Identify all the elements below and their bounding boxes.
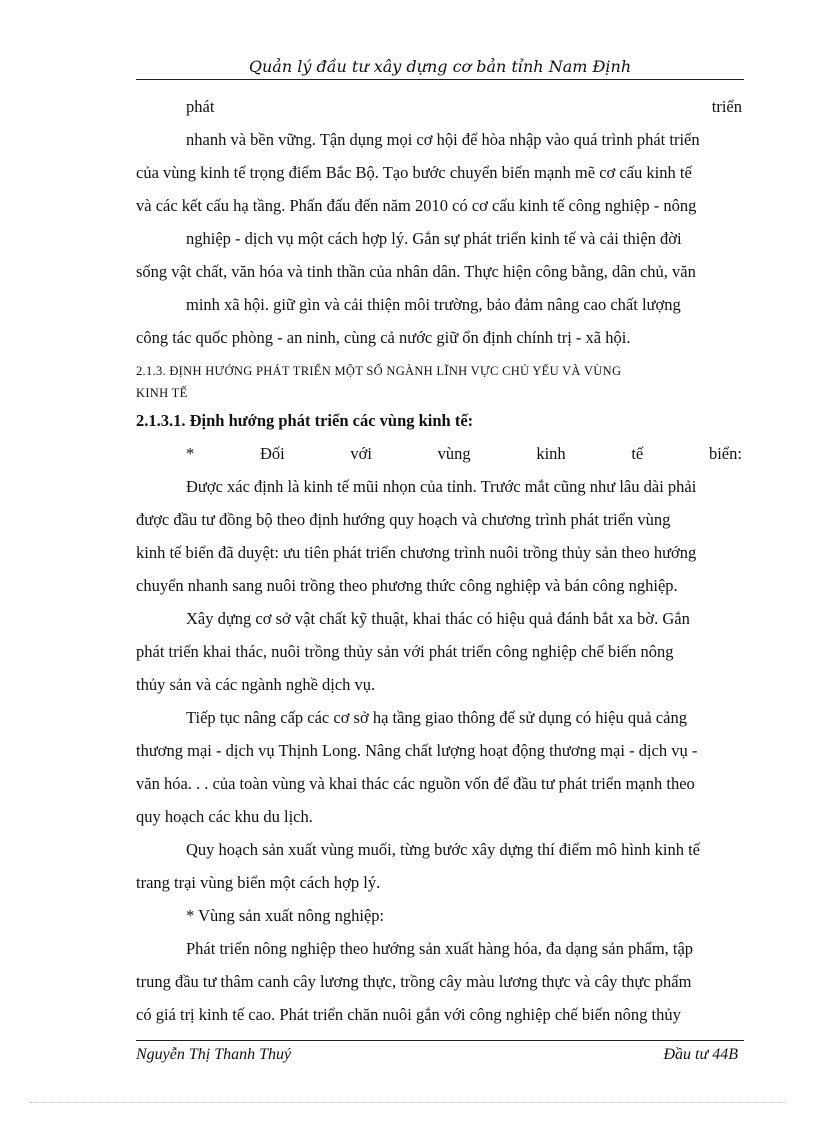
subsection-heading: 2.1.3.1. Định hướng phát triển các vùng kinh tế:: [136, 411, 474, 430]
word: tế: [631, 444, 644, 463]
paragraph-line: Phát triển nông nghiệp theo hướng sản xuất hàng hóa, đa dạng sản phẩm, tập: [186, 939, 694, 958]
paragraph-line: và các kết cấu hạ tầng. Phấn đấu đến năm 2010 có cơ cấu kinh tế công nghiệp - nông: [136, 196, 697, 215]
paragraph-line: văn hóa. . . của toàn vùng và khai thác các nguồn vốn để đầu tư phát triển mạnh theo: [136, 774, 695, 793]
paragraph-line: thủy sản và các ngành nghề dịch vụ.: [136, 675, 376, 694]
page-bottom-dotted-line: [30, 1102, 786, 1103]
word: phát: [186, 97, 215, 116]
paragraph-line: công tác quốc phòng - an ninh, cùng cả nước giữ ổn định chính trị - xã hội.: [136, 328, 631, 347]
word: triển: [711, 97, 742, 116]
word: vùng: [437, 444, 471, 463]
word: *: [186, 444, 195, 463]
paragraph-line: Quy hoạch sản xuất vùng muối, từng bước xây dựng thí điểm mô hình kinh tế: [186, 840, 700, 859]
paragraph-line: Tiếp tục nâng cấp các cơ sở hạ tầng giao thông để sử dụng có hiệu quả cảng: [186, 708, 687, 727]
footer-rule: [136, 1040, 744, 1041]
paragraph-line: có giá trị kinh tế cao. Phát triển chăn nuôi gắn với công nghiệp chế biến nông thủy: [136, 1005, 681, 1024]
paragraph-line: minh xã hội. giữ gìn và cải thiện môi trường, bảo đảm nâng cao chất lượng: [186, 295, 681, 314]
paragraph-line: trung đầu tư thâm canh cây lương thực, trồng cây màu lương thực và cây thực phẩm: [136, 972, 692, 991]
footer-author: Nguyễn Thị Thanh Thuý: [136, 1046, 292, 1063]
paragraph-line: sống vật chất, văn hóa và tinh thần của nhân dân. Thực hiện công bằng, dân chủ, văn: [136, 262, 696, 281]
word: biển:: [708, 444, 742, 463]
section-heading: 2.1.3. ĐỊNH HƯỚNG PHÁT TRIỂN MỘT SỐ NGÀNH LĨNH VỰC CHỦ YẾU VÀ VÙNG: [136, 364, 622, 378]
paragraph-line: [136, 437, 742, 470]
paragraph-line: được đầu tư đồng bộ theo định hướng quy hoạch và chương trình phát triển vùng: [136, 510, 671, 529]
paragraph-line: trang trại vùng biển một cách hợp lý.: [136, 873, 381, 892]
paragraph-line: nhanh và bền vững. Tận dụng mọi cơ hội để hòa nhập vào quá trình phát triển: [186, 130, 700, 149]
section-heading-continued: KINH TẾ: [136, 386, 188, 400]
body-text: [136, 90, 742, 1031]
paragraph-line: phát triển khai thác, nuôi trồng thủy sản với phát triển công nghiệp chế biến nông: [136, 642, 674, 661]
paragraph-line: Được xác định là kinh tế mũi nhọn của tỉnh. Trước mắt cũng như lâu dài phải: [186, 477, 697, 496]
paragraph-line: của vùng kinh tế trọng điểm Bắc Bộ. Tạo bước chuyển biến mạnh mẽ cơ cấu kinh tế: [136, 163, 692, 182]
word: với: [350, 444, 372, 463]
word: Đối: [259, 444, 285, 463]
header-rule: [136, 79, 744, 80]
paragraph-line: * Vùng sản xuất nông nghiệp:: [186, 906, 385, 925]
paragraph-line: nghiệp - dịch vụ một cách hợp lý. Gắn sự phát triển kinh tế và cải thiện đời: [186, 229, 682, 248]
paragraph-line: [136, 90, 742, 123]
running-header: Quản lý đầu tư xây dựng cơ bản tỉnh Nam Định: [248, 57, 632, 76]
paragraph-line: Xây dựng cơ sở vật chất kỹ thuật, khai thác có hiệu quả đánh bắt xa bờ. Gắn: [186, 609, 690, 628]
paragraph-line: chuyển nhanh sang nuôi trồng theo phương thức công nghiệp và bán công nghiệp.: [136, 576, 678, 595]
paragraph-line: quy hoạch các khu du lịch.: [136, 807, 313, 826]
paragraph-line: thương mại - dịch vụ Thịnh Long. Nâng chất lượng hoạt động thương mại - dịch vụ -: [136, 741, 698, 760]
paragraph-line: kinh tế biển đã duyệt: ưu tiên phát triển chương trình nuôi trồng thủy sản theo hướng: [136, 543, 697, 562]
word: kinh: [536, 444, 566, 463]
footer-course: Đầu tư 44B: [663, 1046, 738, 1063]
